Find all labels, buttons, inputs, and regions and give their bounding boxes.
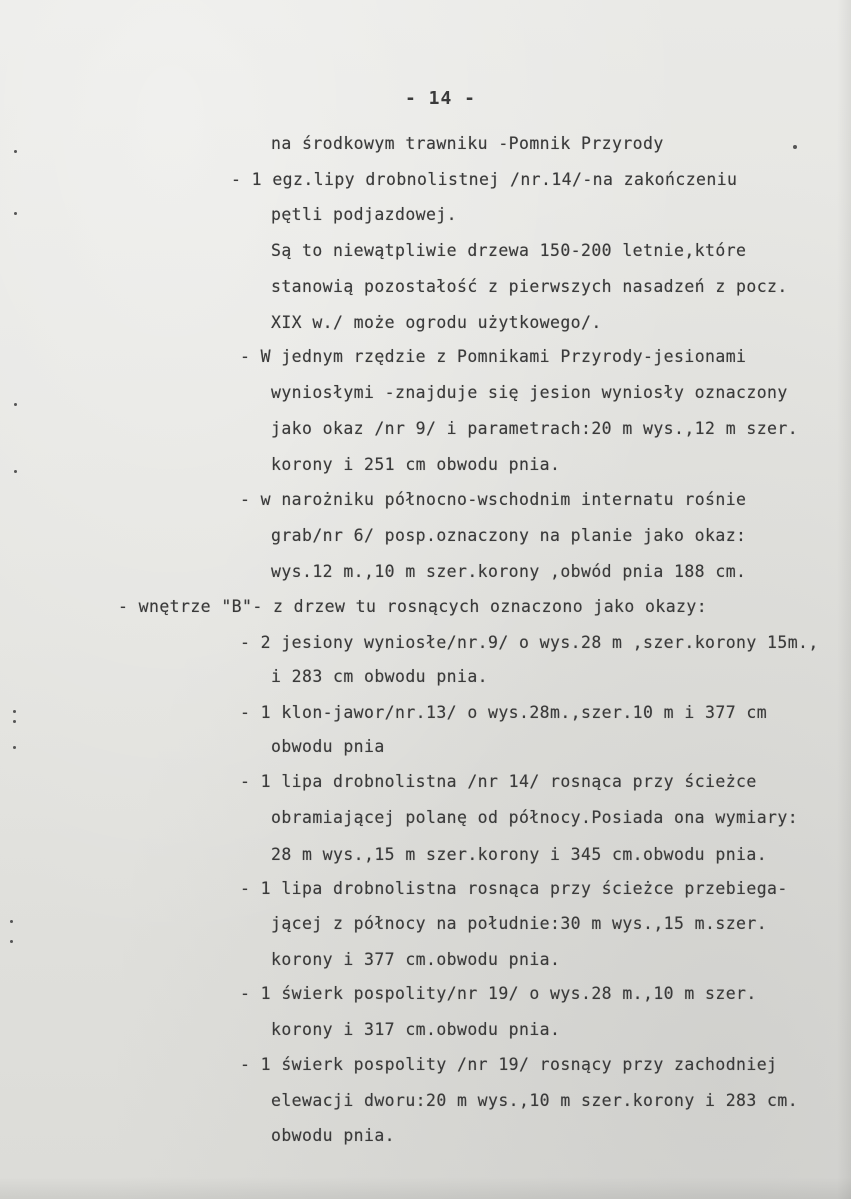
text-line: obwodu pnia. (271, 1126, 396, 1145)
text-line: - 1 lipa drobnolistna rosnąca przy ścieżce przebiega- (240, 879, 788, 898)
text-line: obwodu pnia (271, 737, 385, 756)
text-line: na środkowym trawniku -Pomnik Przyrody (271, 134, 664, 153)
text-line: wys.12 m.,10 m szer.korony ,obwód pnia 188 cm. (271, 562, 747, 581)
text-line: Są to niewątpliwie drzewa 150-200 letnie,które (271, 241, 747, 260)
text-line: korony i 317 cm.obwodu pnia. (271, 1020, 561, 1039)
text-line: - 1 świerk pospolity/nr 19/ o wys.28 m.,10 m szer. (240, 984, 757, 1003)
text-line: - 2 jesiony wyniosłe/nr.9/ o wys.28 m ,szer.korony 15m., (240, 633, 819, 652)
text-line: - 1 egz.lipy drobnolistnej /nr.14/-na zakończeniu (231, 170, 738, 189)
text-line: - w narożniku północno-wschodnim internatu rośnie (240, 490, 747, 509)
margin-speck (10, 920, 13, 923)
page-edge-shadow (837, 0, 851, 1199)
text-line: jako okaz /nr 9/ i parametrach:20 m wys.,12 m szer. (271, 419, 799, 438)
text-line: elewacji dworu:20 m wys.,10 m szer.korony i 283 cm. (271, 1091, 799, 1110)
text-line: - W jednym rzędzie z Pomnikami Przyrody-jesionami (240, 347, 747, 366)
margin-speck (14, 403, 17, 406)
margin-speck (14, 150, 17, 153)
text-line: - wnętrze "B"- z drzew tu rosnących oznaczono jako okazy: (118, 597, 708, 616)
text-line: i 283 cm obwodu pnia. (271, 667, 489, 686)
text-line: XIX w./ może ogrodu użytkowego/. (271, 313, 602, 332)
text-line: - 1 lipa drobnolistna /nr 14/ rosnąca przy ścieżce (240, 772, 757, 791)
text-line: stanowią pozostałość z pierwszych nasadzeń z pocz. (271, 277, 788, 296)
margin-speck (14, 212, 17, 215)
text-line: grab/nr 6/ posp.oznaczony na planie jako okaz: (271, 526, 747, 545)
text-line: jącej z północy na południe:30 m wys.,15 m.szer. (271, 914, 768, 933)
margin-speck (793, 145, 797, 149)
text-line: korony i 377 cm.obwodu pnia. (271, 950, 561, 969)
margin-speck (13, 720, 16, 723)
margin-speck (10, 940, 13, 943)
text-line: obramiającej polanę od północy.Posiada ona wymiary: (271, 808, 799, 827)
text-line: pętli podjazdowej. (271, 205, 458, 224)
page-number: - 14 - (405, 88, 477, 109)
text-line: - 1 klon-jawor/nr.13/ o wys.28m.,szer.10 m i 377 cm (240, 703, 768, 722)
text-line: wyniosłymi -znajduje się jesion wyniosły oznaczony (271, 383, 788, 402)
text-line: 28 m wys.,15 m szer.korony i 345 cm.obwodu pnia. (271, 845, 768, 864)
margin-speck (14, 470, 17, 473)
margin-speck (13, 710, 16, 713)
text-line: - 1 świerk pospolity /nr 19/ rosnący przy zachodniej (240, 1055, 778, 1074)
page-bottom-shadow (0, 1177, 851, 1199)
text-line: korony i 251 cm obwodu pnia. (271, 455, 561, 474)
margin-speck (13, 746, 16, 749)
